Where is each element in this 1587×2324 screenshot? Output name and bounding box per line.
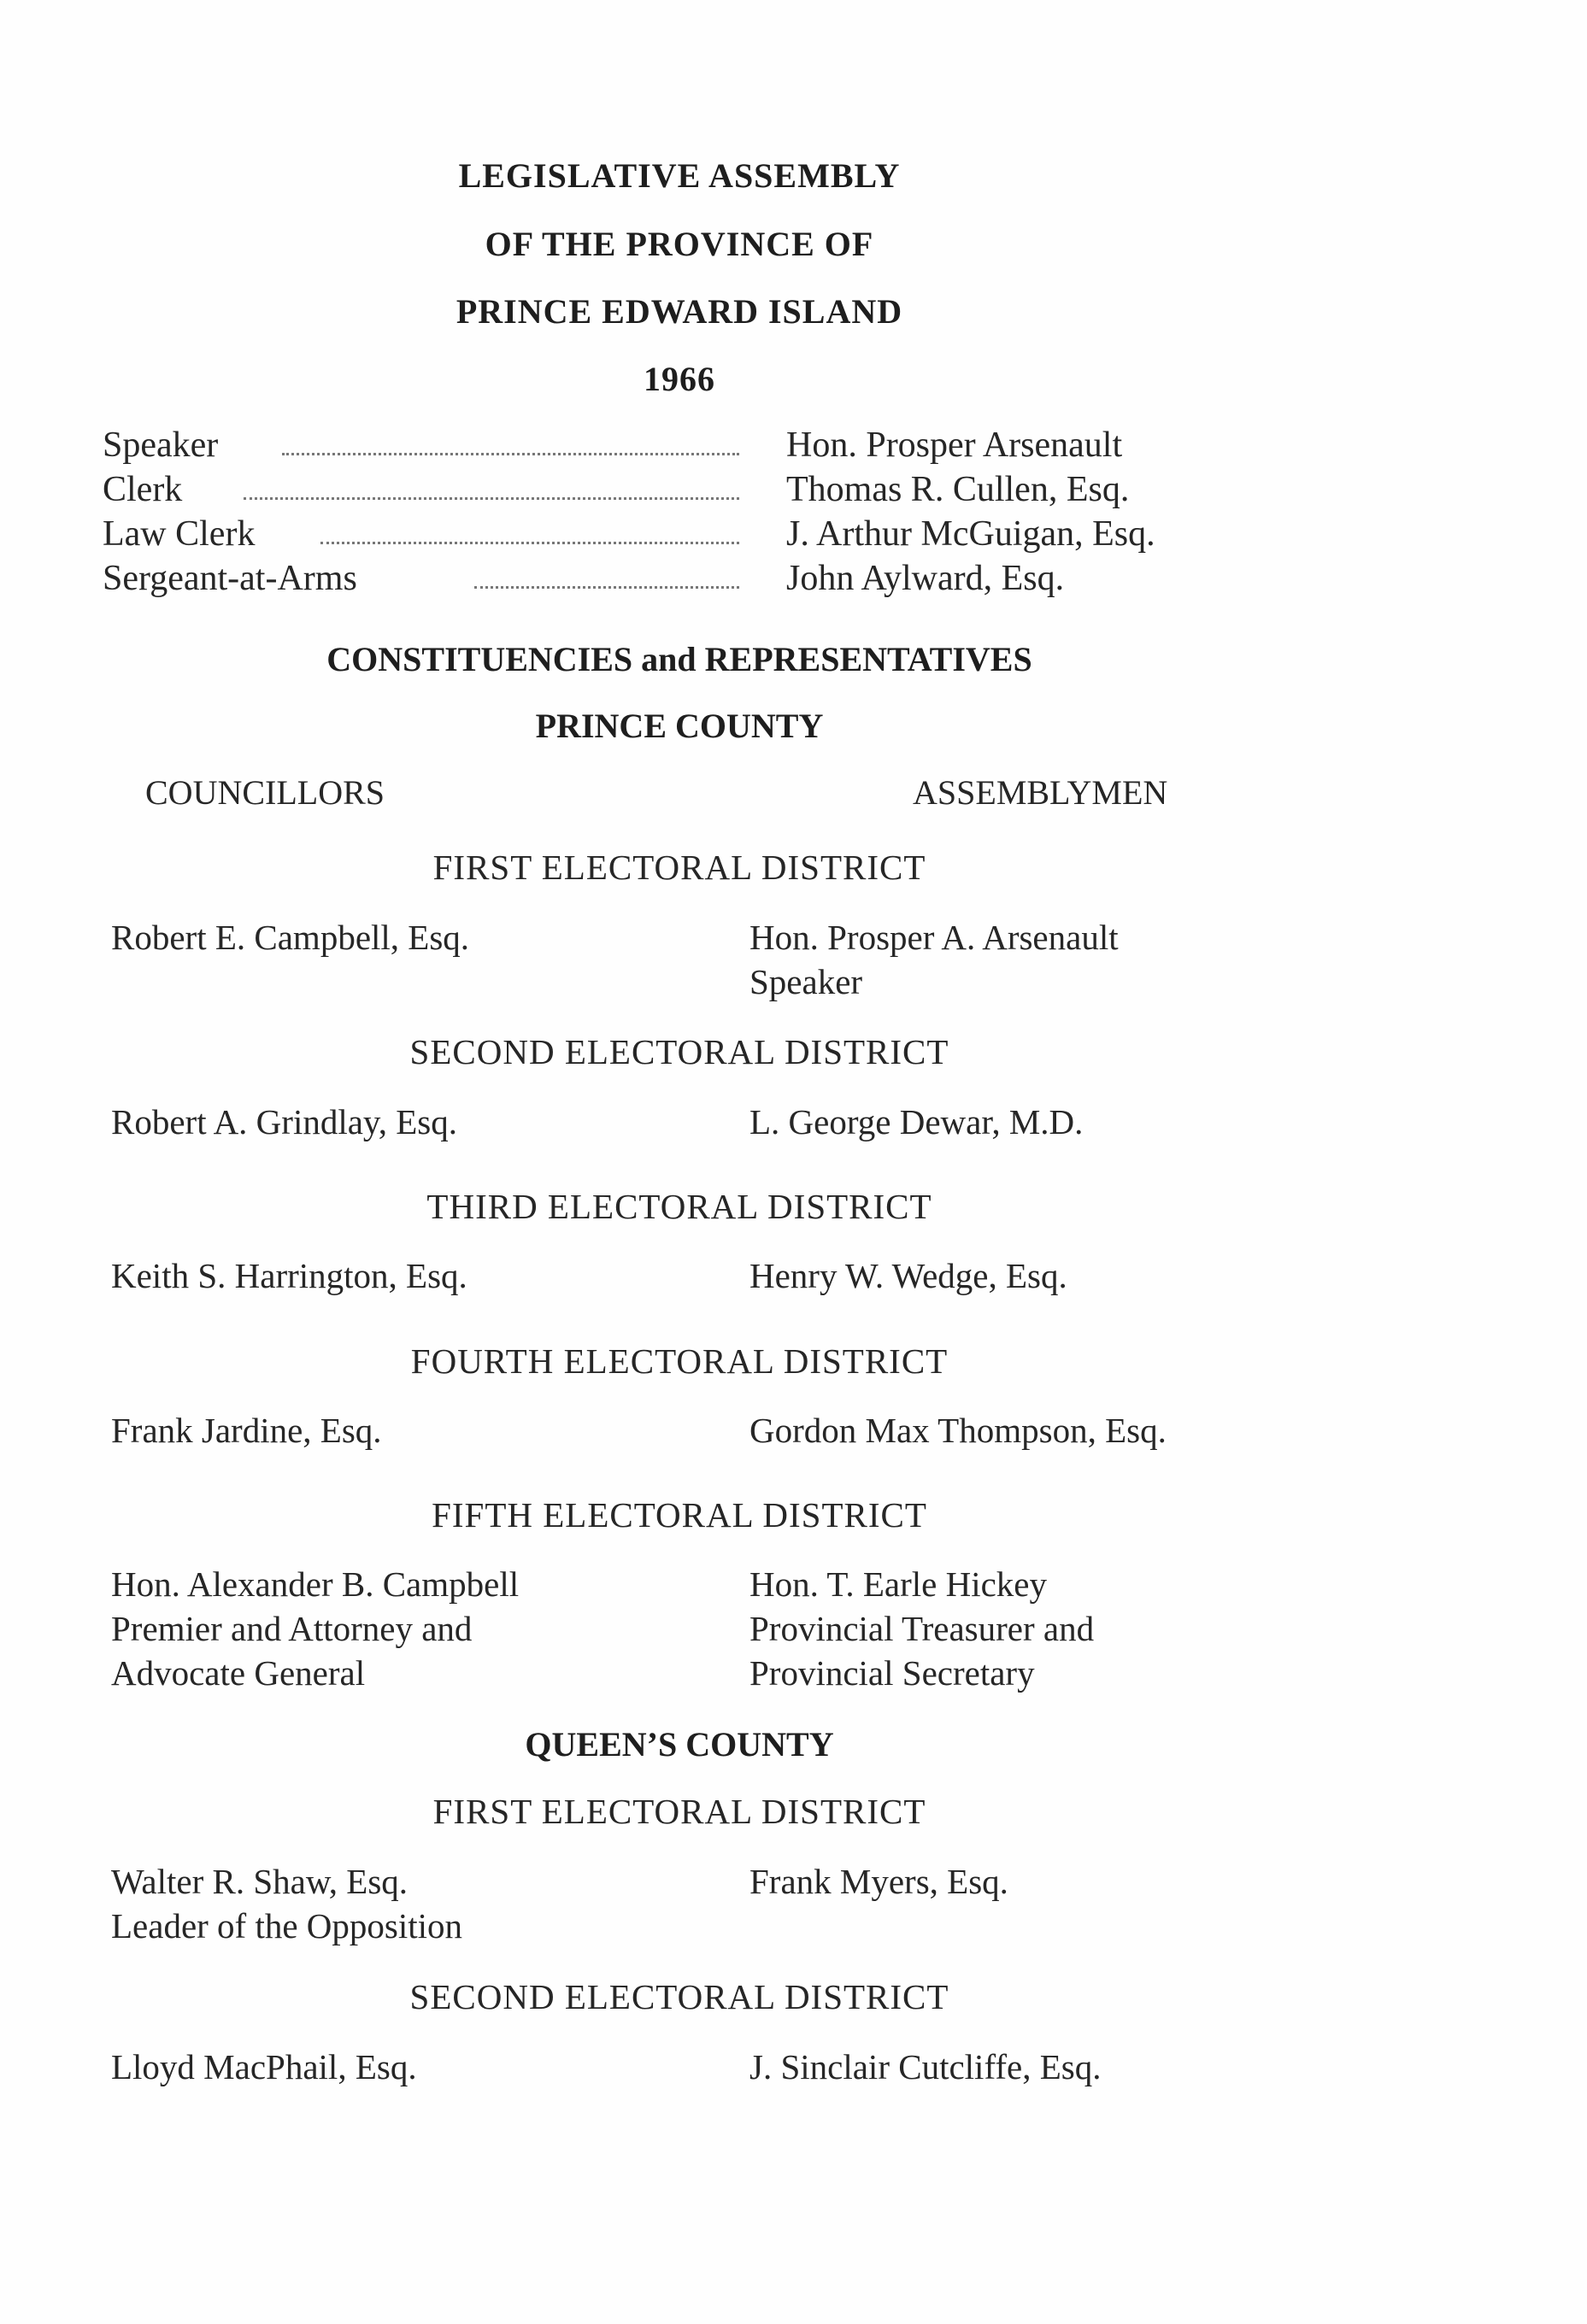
column-heading-councillors: COUNCILLORS [145, 773, 385, 812]
district-heading: SECOND ELECTORAL DISTRICT [409, 1032, 949, 1071]
district-heading: FIRST ELECTORAL DISTRICT [432, 1792, 926, 1831]
assemblyman-title: Speaker [749, 962, 863, 1001]
district-heading: THIRD ELECTORAL DISTRICT [426, 1187, 932, 1226]
assemblyman-name: Hon. Prosper A. Arsenault [749, 918, 1119, 957]
officer-role: Law Clerk [103, 514, 256, 554]
leader-dots [320, 542, 739, 544]
councillor-name: Robert E. Campbell, Esq. [111, 918, 470, 957]
assemblyman-name: J. Sinclair Cutcliffe, Esq. [749, 2047, 1102, 2086]
officer-name: John Aylward, Esq. [786, 559, 1065, 598]
councillor-name: Hon. Alexander B. Campbell [111, 1564, 520, 1604]
assemblyman-title: Provincial Treasurer and [749, 1609, 1095, 1648]
county-heading: PRINCE COUNTY [535, 707, 824, 745]
assemblyman-title: Provincial Secretary [749, 1653, 1035, 1693]
leader-dots [244, 497, 739, 500]
section-title: CONSTITUENCIES and REPRESENTATIVES [326, 640, 1032, 678]
district-heading: SECOND ELECTORAL DISTRICT [409, 1977, 949, 2016]
assembly-title-line-3: PRINCE EDWARD ISLAND [456, 292, 903, 331]
assembly-year: 1966 [644, 360, 715, 398]
leader-dots [474, 586, 739, 589]
officer-name: Thomas R. Cullen, Esq. [786, 470, 1130, 509]
county-heading: QUEEN’S COUNTY [525, 1725, 834, 1764]
councillor-title: Advocate General [111, 1653, 366, 1693]
leader-dots [282, 453, 739, 455]
assemblyman-name: Henry W. Wedge, Esq. [749, 1256, 1067, 1295]
assemblyman-name: L. George Dewar, M.D. [749, 1102, 1084, 1141]
officer-role: Speaker [103, 425, 219, 465]
officer-name: J. Arthur McGuigan, Esq. [786, 514, 1155, 554]
district-heading: FIFTH ELECTORAL DISTRICT [432, 1495, 927, 1535]
councillor-name: Robert A. Grindlay, Esq. [111, 1102, 458, 1141]
councillor-name: Frank Jardine, Esq. [111, 1411, 382, 1450]
councillor-name: Walter R. Shaw, Esq. [111, 1862, 409, 1901]
assembly-title-line-2: OF THE PROVINCE OF [485, 225, 874, 263]
councillor-name: Keith S. Harrington, Esq. [111, 1256, 467, 1295]
assembly-title-line-1: LEGISLATIVE ASSEMBLY [458, 156, 901, 195]
assemblyman-name: Frank Myers, Esq. [749, 1862, 1008, 1901]
councillor-title: Leader of the Opposition [111, 1906, 463, 1945]
district-heading: FIRST ELECTORAL DISTRICT [432, 848, 926, 887]
officer-name: Hon. Prosper Arsenault [786, 425, 1123, 465]
column-heading-assemblymen: ASSEMBLYMEN [913, 773, 1168, 812]
officer-role: Sergeant-at-Arms [103, 559, 357, 598]
assemblyman-name: Hon. T. Earle Hickey [749, 1564, 1047, 1604]
councillor-title: Premier and Attorney and [111, 1609, 473, 1648]
councillor-name: Lloyd MacPhail, Esq. [111, 2047, 417, 2086]
officer-role: Clerk [103, 470, 183, 509]
district-heading: FOURTH ELECTORAL DISTRICT [410, 1341, 949, 1381]
assemblyman-name: Gordon Max Thompson, Esq. [749, 1411, 1167, 1450]
